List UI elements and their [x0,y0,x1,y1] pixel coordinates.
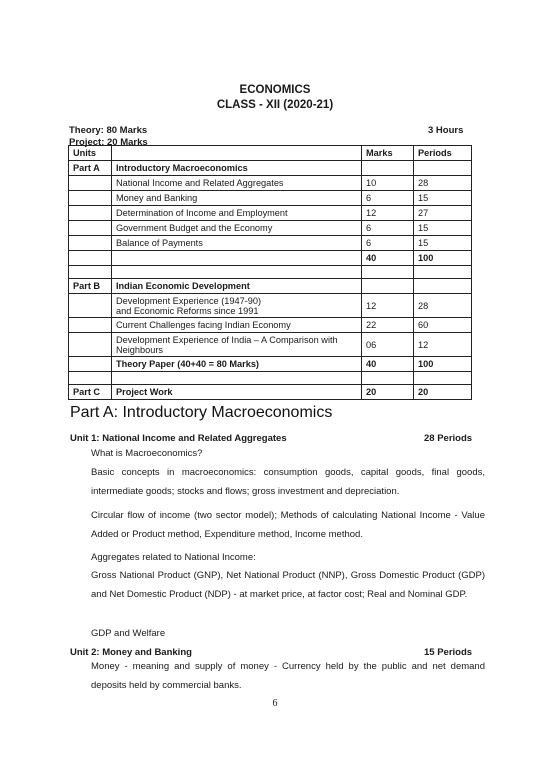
unit-cell: Government Budget and the Economy [112,221,362,236]
unit1-para-6: GDP and Welfare [91,628,166,639]
unit-cell: Development Experience of India – A Comparison with Neighbours [112,333,362,357]
marks-cell: 12 [362,206,414,221]
theory-total-row [69,357,472,372]
table-row [69,191,472,206]
part-cell [69,333,112,357]
marks-cell: 20 [362,385,414,400]
table-row [69,176,472,191]
table-row [69,279,472,294]
marks-cell [362,161,414,176]
periods-cell: 27 [414,206,472,221]
table-row [69,333,472,357]
periods-cell: 20 [414,385,472,400]
part-cell [69,191,112,206]
table-row [69,236,472,251]
project-marks: Project: 20 Marks [69,137,148,148]
unit2-periods: 15 Periods [424,647,473,658]
class-title: CLASS - XII (2020-21) [216,99,334,111]
periods-cell [414,279,472,294]
periods-cell: 100 [414,251,472,266]
table-row [69,318,472,333]
marks-cell: 6 [362,191,414,206]
syllabus-table [68,145,472,400]
duration: 3 Hours [428,125,464,136]
table-row [69,221,472,236]
table-row [69,294,472,318]
periods-cell: 60 [414,318,472,333]
part-cell: Part A [69,161,112,176]
periods-cell: 28 [414,294,472,318]
marks-cell: 06 [362,333,414,357]
header-units: Units [69,146,112,161]
periods-cell: 12 [414,333,472,357]
marks-cell: 10 [362,176,414,191]
unit-cell: Theory Paper (40+40 = 80 Marks) [112,357,362,372]
marks-cell: 6 [362,221,414,236]
table-header-row [69,146,472,161]
marks-cell: 6 [362,236,414,251]
unit1-para-3: Circular flow of income (two sector model); Methods of calculating National Income - Value Added or Product method, Expenditure method, Income method. [91,510,485,540]
table-row [69,385,472,400]
unit-cell: National Income and Related Aggregates [112,176,362,191]
periods-cell: 100 [414,357,472,372]
part-cell [69,176,112,191]
unit-cell: Determination of Income and Employment [112,206,362,221]
part-cell [69,357,112,372]
unit-cell: Introductory Macroeconomics [112,161,362,176]
subtotal-row [69,251,472,266]
unit-cell [112,251,362,266]
spacer-row [69,372,472,385]
part-cell [69,251,112,266]
marks-cell: 22 [362,318,414,333]
part-cell: Part C [69,385,112,400]
periods-cell: 28 [414,176,472,191]
header-marks: Marks [362,146,414,161]
unit-cell: Indian Economic Development [112,279,362,294]
marks-cell: 12 [362,294,414,318]
part-cell [69,294,112,318]
subject-title: ECONOMICS [239,84,311,96]
periods-cell: 15 [414,191,472,206]
unit2-para-1: Money - meaning and supply of money - Currency held by the public and net demand deposits held by commercial banks. [91,661,485,691]
part-cell [69,318,112,333]
marks-cell [362,279,414,294]
unit-cell: Development Experience (1947-90) and Economic Reforms since 1991 [112,294,362,318]
page-number: 6 [272,698,278,709]
section-heading: Part A: Introductory Macroeconomics [70,404,333,421]
unit2-title: Unit 2: Money and Banking [70,647,192,658]
periods-cell [414,161,472,176]
part-cell [69,236,112,251]
part-cell: Part B [69,279,112,294]
periods-cell: 15 [414,221,472,236]
part-cell [69,206,112,221]
marks-cell: 40 [362,251,414,266]
unit1-title: Unit 1: National Income and Related Aggregates [70,433,287,444]
header-blank [112,146,362,161]
unit1-para-5: Gross National Product (GNP), Net National Product (NNP), Gross Domestic Product (GDP) and Net Domestic Product (NDP) - at market price, at factor cost; Real and Nominal GDP. [91,570,485,600]
unit-cell: Project Work [112,385,362,400]
theory-marks: Theory: 80 Marks [69,125,148,136]
unit1-para-2: Basic concepts in macroeconomics: consumption goods, capital goods, final goods, intermediate goods; stocks and flows; gross investment and depreciation. [91,467,485,497]
unit1-periods: 28 Periods [424,433,473,444]
spacer-row [69,266,472,279]
table-row [69,206,472,221]
unit1-para-4: Aggregates related to National Income: [91,552,256,563]
unit-cell: Current Challenges facing Indian Economy [112,318,362,333]
unit-cell: Balance of Payments [112,236,362,251]
part-cell [69,221,112,236]
unit-cell: Money and Banking [112,191,362,206]
header-periods: Periods [414,146,472,161]
marks-cell: 40 [362,357,414,372]
periods-cell: 15 [414,236,472,251]
unit1-para-1: What is Macroeconomics? [91,448,203,459]
table-row [69,161,472,176]
